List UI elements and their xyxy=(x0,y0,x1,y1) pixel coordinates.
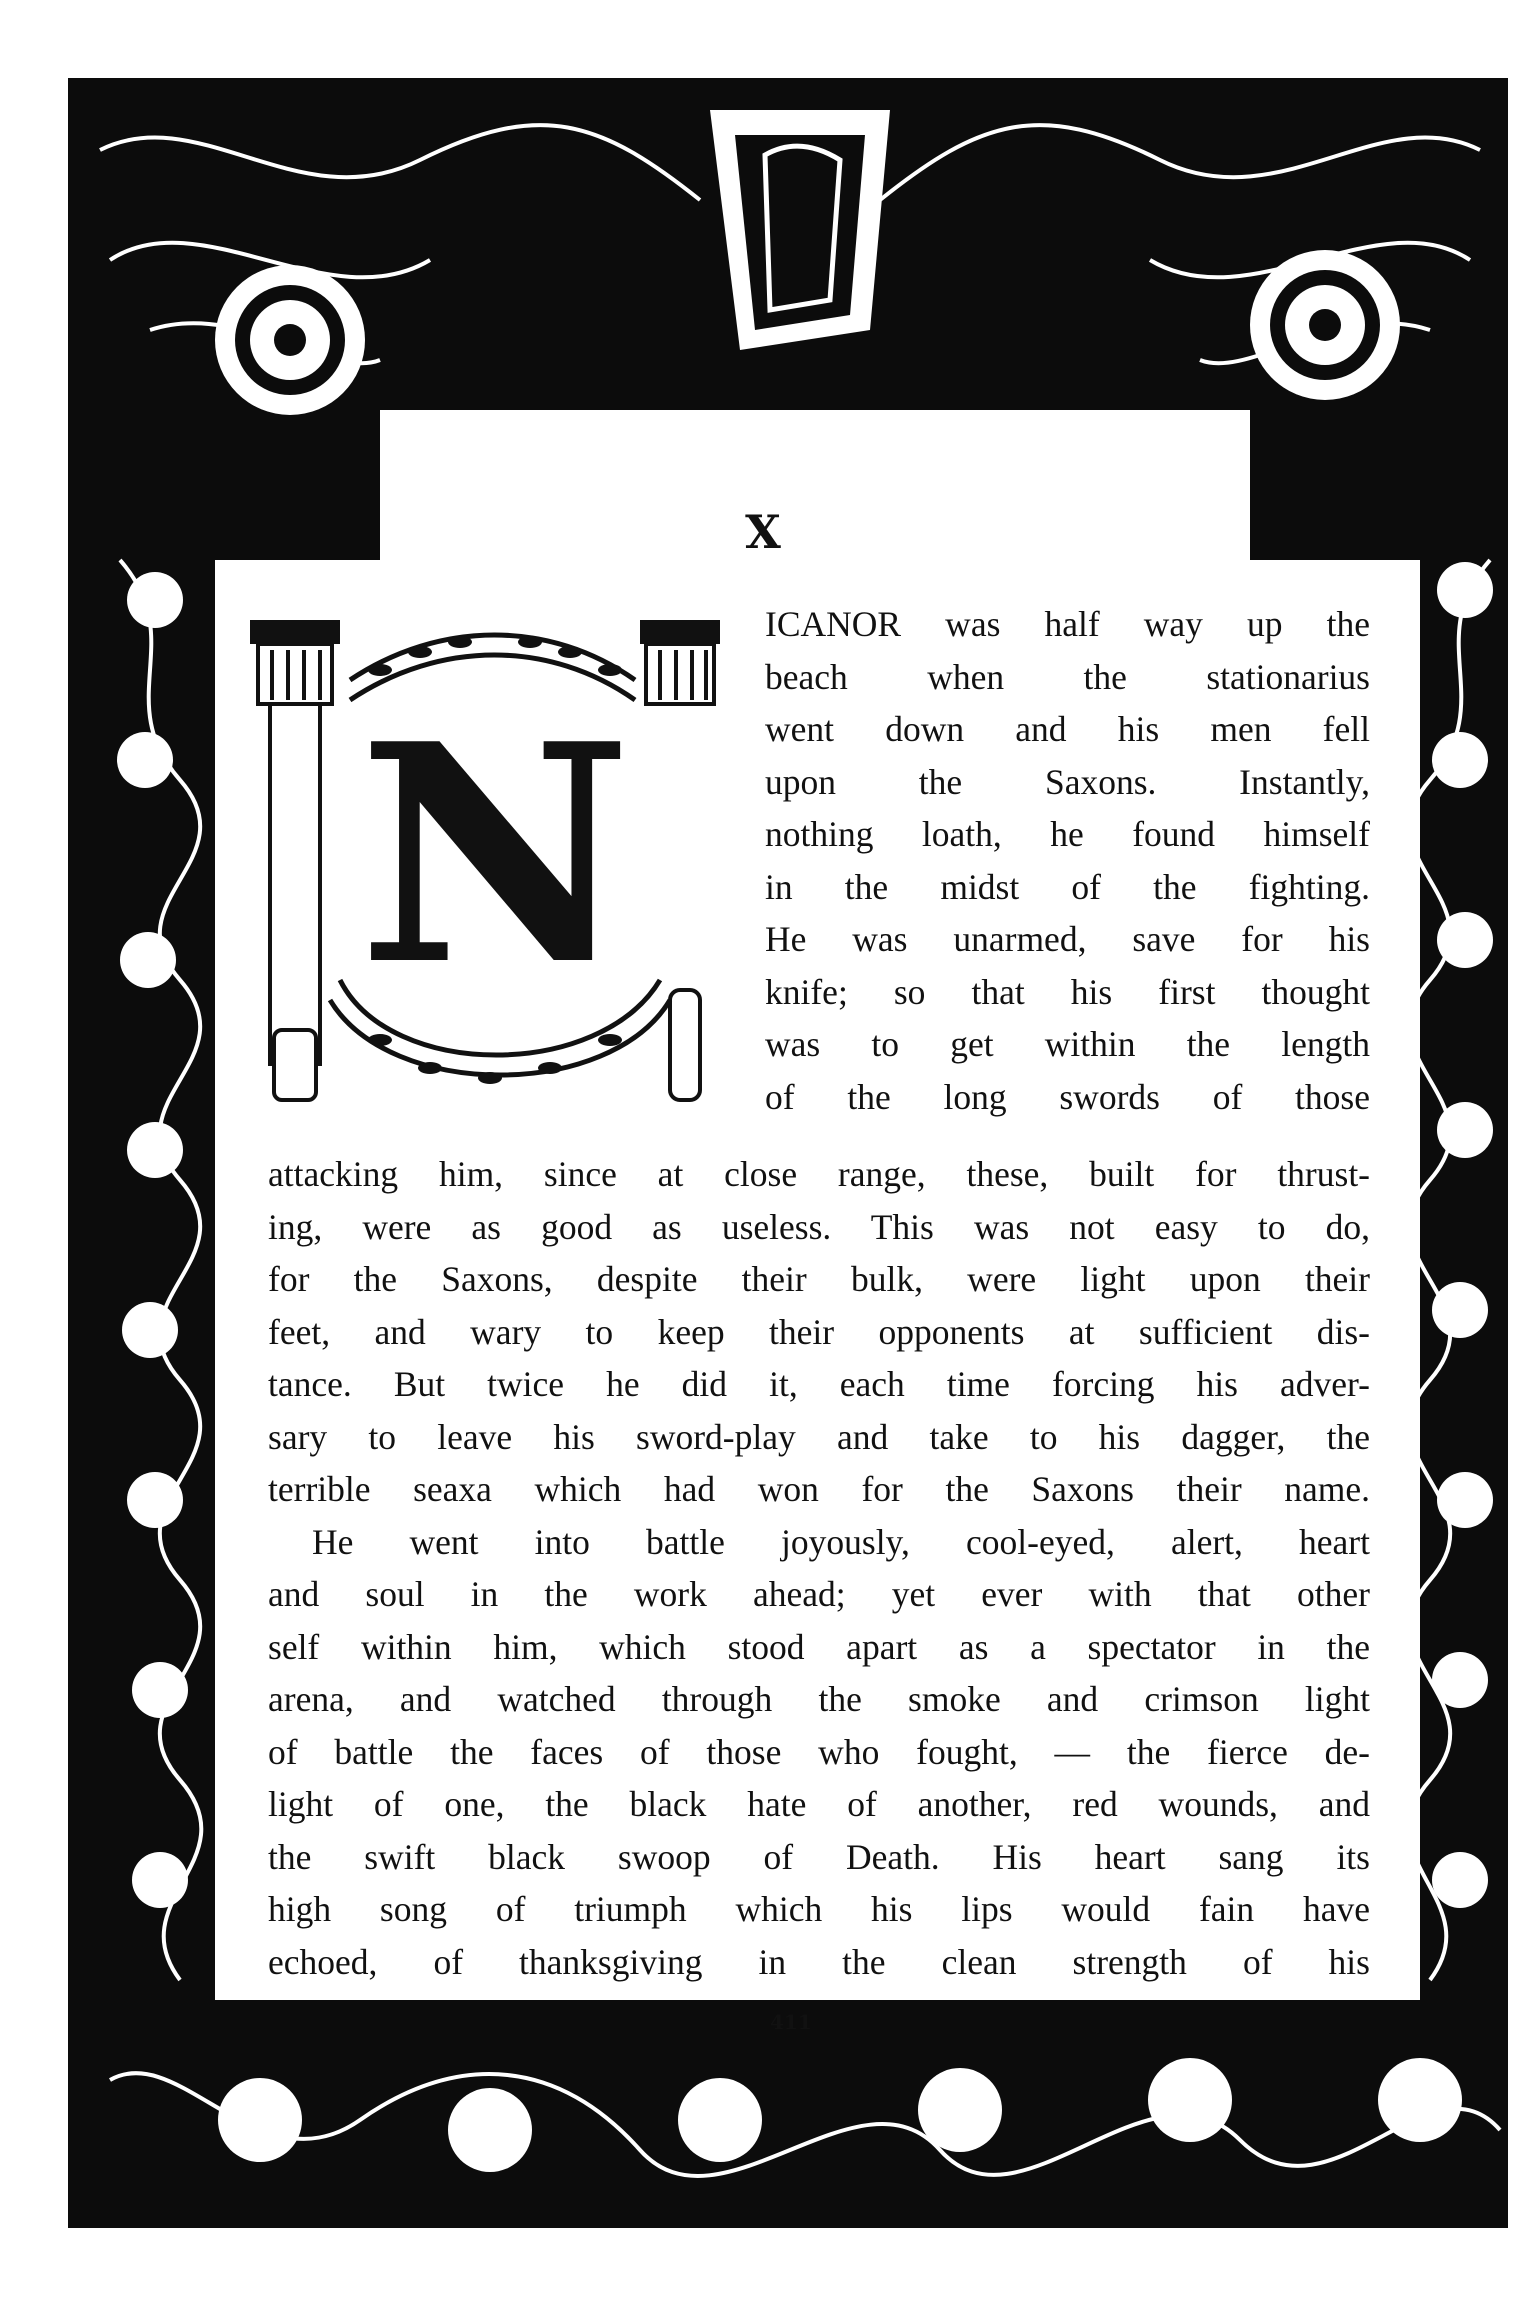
paragraph-one-narrow xyxy=(765,598,1370,1123)
column-icon xyxy=(640,620,720,1100)
text-line: nothing loath, he found himself xyxy=(765,814,1370,854)
rose-icon xyxy=(1250,250,1400,400)
text-line: ing, were as good as useless. This was not easy to do, xyxy=(268,1206,1370,1247)
drop-cap-letter: N xyxy=(357,678,633,1031)
text-line: attacking him, since at close range, these, built for thrust- xyxy=(268,1154,1370,1194)
side-rose-column-left xyxy=(117,572,188,1908)
text-line: high song of triumph which his lips would fain have xyxy=(268,1889,1370,1929)
page-number: 411 xyxy=(770,2010,812,2034)
text-line: in the midst of the fighting. xyxy=(765,866,1370,907)
text-line: upon the Saxons. Instantly, xyxy=(765,761,1370,802)
harp-icon xyxy=(710,110,890,350)
text-line: the swift black swoop of Death. His heart sang its xyxy=(268,1836,1370,1877)
text-line: He was unarmed, save for his xyxy=(765,919,1370,959)
text-line: sary to leave his sword-play and take to his dagger, the xyxy=(268,1416,1370,1457)
text-line: terrible seaxa which had won for the Saxons their name. xyxy=(268,1469,1370,1509)
text-line: echoed, of thanksgiving in the clean strength of his xyxy=(268,1941,1370,1982)
text-line: of the long swords of those xyxy=(765,1076,1370,1117)
bottom-rose-band xyxy=(218,2058,1462,2172)
text-line: went down and his men fell xyxy=(765,709,1370,749)
text-line: of battle the faces of those who fought, — the fierce de- xyxy=(268,1731,1370,1772)
text-line: tance. But twice he did it, each time forcing his adver- xyxy=(268,1364,1370,1404)
text-line: feet, and wary to keep their opponents at sufficient dis- xyxy=(268,1311,1370,1352)
text-line: light of one, the black hate of another, red wounds, and xyxy=(268,1784,1370,1824)
body-text xyxy=(268,1148,1370,1988)
text-line: knife; so that his first thought xyxy=(765,971,1370,1012)
drop-cap-illustration xyxy=(240,600,740,1120)
column-icon xyxy=(250,620,340,1100)
text-line: self within him, which stood apart as a spectator in the xyxy=(268,1626,1370,1667)
text-line: He went into battle joyously, cool-eyed, alert, heart xyxy=(312,1521,1370,1562)
text-line: arena, and watched through the smoke and crimson light xyxy=(268,1679,1370,1719)
chapter-heading: X xyxy=(745,505,783,559)
rose-icon xyxy=(215,265,365,415)
text-line: ICANOR was half way up the xyxy=(765,604,1370,644)
text-line: for the Saxons, despite their bulk, were light upon their xyxy=(268,1259,1370,1299)
text-line: was to get within the length xyxy=(765,1024,1370,1064)
text-line: beach when the stationarius xyxy=(765,656,1370,697)
acanthus-leaf-icon xyxy=(110,2073,1500,2176)
text-line: and soul in the work ahead; yet ever with that other xyxy=(268,1574,1370,1614)
